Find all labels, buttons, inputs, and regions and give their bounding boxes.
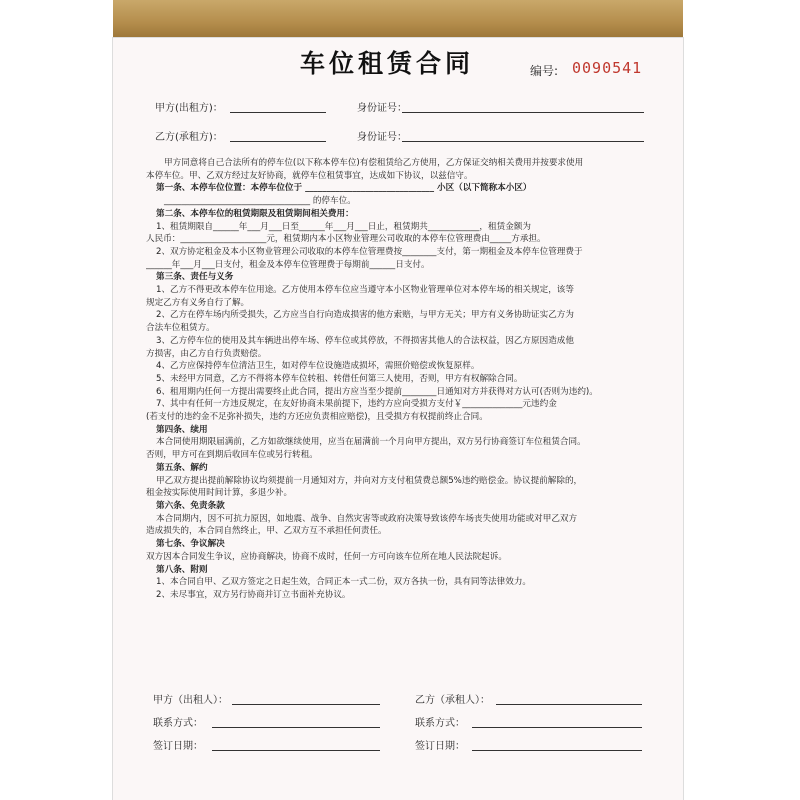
clause-heading: 第三条、责任与义务 <box>156 272 234 283</box>
clause-line: 2、乙方在停车场内所受损失，乙方应当自行向造成损害的他方索赔，与甲方无关；甲方有义务协助证实乙方为 <box>156 310 574 321</box>
clause-heading: 第四条、续用 <box>156 424 208 435</box>
lessee-id-blank <box>402 141 644 142</box>
lessor-blank <box>230 112 326 113</box>
clause-heading: 第八条、附则 <box>156 564 208 575</box>
clause-line: 方损害，由乙方自行负责赔偿。 <box>146 348 267 359</box>
clause-line: 1、租赁期限自______年___月___日至______年___月___日止，租赁期共____________，租赁金额为 <box>156 221 531 232</box>
sign-contact-left-label: 联系方式： <box>153 718 203 729</box>
clause-line: 甲方同意将自己合法所有的停车位(以下称本停车位)有偿租赁给乙方使用，乙方保证交纳相关费用并按要求使用 <box>164 158 584 168</box>
clause-heading: 第五条、解约 <box>156 462 208 473</box>
clause-line: 6、租用期内任何一方提出需要终止此合同，提出方应当至少提前________日通知对方并获得对方认可(否则为违约)。 <box>156 386 598 397</box>
sign-contact-left-blank <box>212 727 380 728</box>
clause-heading: 第七条、争议解决 <box>156 539 225 550</box>
sign-date-right-label: 签订日期： <box>415 741 465 752</box>
clause-line: 1、本合同自甲、乙双方签定之日起生效，合同正本一式二份，双方各执一份，具有同等法律效力。 <box>156 577 532 588</box>
sign-contact-right-blank <box>472 727 642 728</box>
clause-line: __________________________________ 的停车位。 <box>164 196 356 207</box>
lessor-label: 甲方(出租方)： <box>155 103 223 114</box>
sign-lessee-label: 乙方（承租人）： <box>415 695 490 706</box>
clause-heading: 第六条、免责条款 <box>156 500 225 511</box>
clause-line: 3、乙方停车位的使用及其车辆进出停车场、停车位或其停放，不得损害其他人的合法权益，因乙方原因造成他 <box>156 335 574 346</box>
clause-line: 人民币：____________________元，租赁期内本小区物业管理公司收取的本停车位管理费由_____方承担。 <box>146 234 546 245</box>
lessor-id-blank <box>402 112 644 113</box>
clause-line: 双方因本合同发生争议，应协商解决，协商不成时，任何一方可向该车位所在地人民法院起诉。 <box>146 551 507 562</box>
clause-heading: 第二条、本停车位的租赁期限及租赁期间相关费用： <box>156 208 354 219</box>
lessee-label: 乙方(承租方)： <box>155 132 223 143</box>
clause-line: 造成损失的，本合同自然终止，甲、乙双方互不承担任何责任。 <box>146 526 387 537</box>
clause-line: ______年___月___日支付，租金及本停车位管理费于每期前______日支付。 <box>146 259 430 270</box>
contract-body <box>146 157 646 602</box>
clause-line: 租金按实际使用时间计算，多退少补。 <box>146 488 293 499</box>
binding-strip <box>113 0 683 40</box>
clause-line: 2、未尽事宜，双方另行协商并订立书面补充协议。 <box>156 589 351 600</box>
clause-heading: 第一条、本停车位位置：本停车位位于 ______________________________ 小区（以下简称本小区） <box>156 183 532 194</box>
clause-line: 本合同期内，因不可抗力原因，如地震、战争、自然灾害等或政府决策导致该停车场丧失使用功能或对甲乙双方 <box>156 513 578 524</box>
lessor-id-label: 身份证号： <box>357 103 407 114</box>
clause-line: 本合同使用期限届满前，乙方如欲继续使用，应当在届满前一个月向甲方提出，双方另行协商签订车位租赁合同。 <box>156 437 586 448</box>
clause-line: 5、未经甲方同意，乙方不得将本停车位转租、转借任何第三人使用，否则，甲方有权解除合同。 <box>156 373 523 384</box>
sign-lessor-label: 甲方（出租人）： <box>153 695 228 706</box>
lessee-id-label: 身份证号： <box>357 132 407 143</box>
clause-line: 合法车位租赁方。 <box>146 323 215 334</box>
serial-label: 编号: <box>530 64 559 78</box>
sign-date-left-label: 签订日期： <box>153 741 203 752</box>
clause-line: 规定乙方有义务自行了解。 <box>146 297 250 308</box>
clause-line: 4、乙方应保持停车位清洁卫生，如对停车位设施造成损坏，需照价赔偿或恢复原样。 <box>156 361 480 372</box>
sign-lessee-blank <box>496 704 642 705</box>
sign-date-right-blank <box>472 750 642 751</box>
clause-line: 7、其中有任何一方违反规定，在友好协商未果前提下，违约方应向受损方支付￥______________元违约金 <box>156 399 557 410</box>
clause-line: 甲乙双方提出提前解除协议均须提前一月通知对方，并向对方支付租赁费总额5%违约赔偿金。协议提前解除的， <box>156 475 583 486</box>
lessee-blank <box>230 141 326 142</box>
clause-line: 1、乙方不得更改本停车位用途。乙方使用本停车位应当遵守本小区物业管理单位对本停车场的相关规定，该等 <box>156 285 574 296</box>
clause-line: 本停车位。甲、乙双方经过友好协商，就停车位租赁事宜，达成如下协议，以兹信守。 <box>146 170 473 181</box>
serial-number: 0090541 <box>572 59 643 77</box>
sign-contact-right-label: 联系方式： <box>415 718 465 729</box>
sign-lessor-blank <box>232 704 380 705</box>
clause-line: 2、双方协定租金及本小区物业管理公司收取的本停车位管理费按________支付，第一期租金及本停车位管理费于 <box>156 246 583 257</box>
document-title: 车位租赁合同 <box>300 49 475 78</box>
clause-line: 否则，甲方可在到期后收回车位或另行转租。 <box>146 450 318 461</box>
sign-date-left-blank <box>212 750 380 751</box>
clause-line: (若支付的违约金不足弥补损失，违约方还应负责相应赔偿)，且受损方有权提前终止合同。 <box>146 412 488 423</box>
